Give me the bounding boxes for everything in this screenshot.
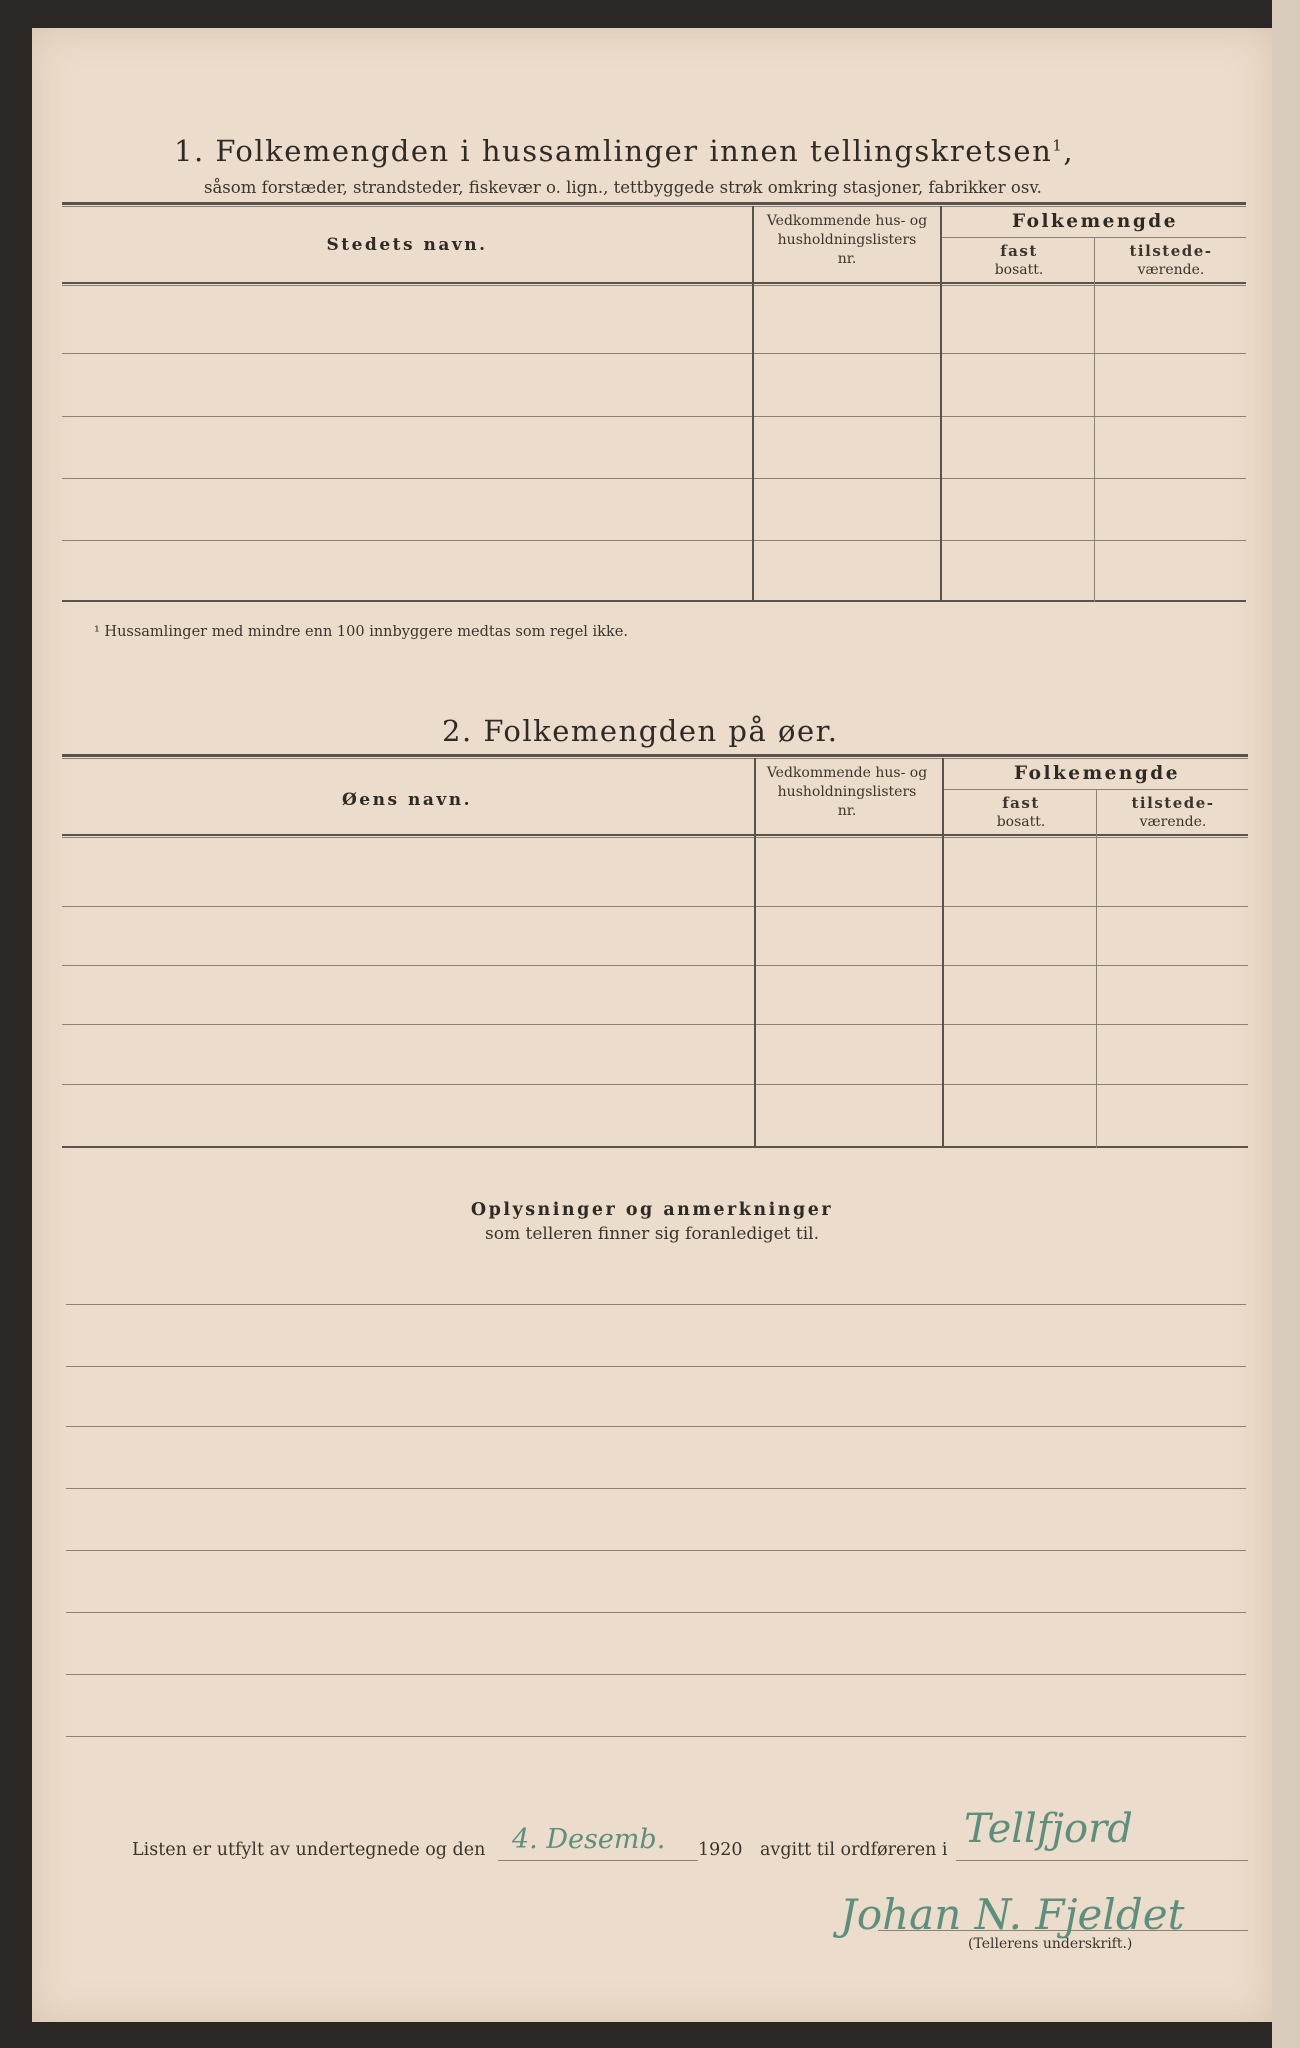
signature-year: 1920 (698, 1840, 743, 1860)
table2-col-lists (754, 764, 940, 821)
table2-col-lists-line1: Vedkommende hus- og (766, 765, 928, 781)
table1-row-line (62, 353, 1246, 354)
table2-bottom-rule (62, 1146, 1248, 1148)
table2-col-name: Øens navn. (341, 790, 472, 810)
remarks-line (66, 1674, 1246, 1675)
census-form-page (32, 28, 1272, 2022)
table2-row-line (62, 1024, 1248, 1025)
table1-col-fast-line1: fast (1000, 242, 1038, 260)
table1-col-divider (1094, 238, 1095, 602)
section1-subtitle: såsom forstæder, strandsteder, fiskevær o. lign., tettbyggede strøk omkring stasjoner, fabrikker osv. (204, 178, 1042, 197)
remarks-subtitle: som telleren finner sig foranlediget til. (485, 1224, 819, 1244)
table2-col-tilstede-line1: tilstede- (1131, 794, 1215, 812)
section1-title-text: 1. Folkemengden i hussamlinger innen tellingskretsen (174, 134, 1053, 168)
table1-bottom-rule (62, 600, 1246, 602)
remarks-line (66, 1366, 1246, 1367)
table1-col-name: Stedets navn. (326, 235, 488, 255)
table1-col-divider (940, 206, 942, 602)
table2-col-divider (1096, 790, 1097, 1148)
table2-col-population: Folkemengde (1013, 763, 1180, 784)
remarks-line (66, 1736, 1246, 1737)
table2-header-rule-thin (62, 837, 1248, 838)
table2-header-rule (62, 834, 1248, 836)
table1-header-rule (62, 282, 1246, 284)
remarks-line (66, 1304, 1246, 1305)
table1-col-tilstede (1096, 242, 1246, 279)
remarks-title: Oplysninger og anmerkninger (470, 1200, 834, 1220)
table1-col-fast (944, 242, 1094, 279)
signature-text-1: Listen er utfylt av undertegnede og den (132, 1840, 486, 1860)
table2-top-rule (62, 754, 1248, 757)
date-fill-line (498, 1860, 698, 1861)
table1-col-tilstede-line1: tilstede- (1129, 242, 1213, 260)
table1-col-tilstede-line2: værende. (1137, 262, 1205, 278)
table1-row-line (62, 416, 1246, 417)
table2-col-divider (754, 758, 756, 1148)
table1-top-rule-thin (62, 206, 1246, 207)
section1-title (174, 134, 1074, 168)
place-handwritten: Tellfjord (964, 1806, 1133, 1852)
remarks-line (66, 1612, 1246, 1613)
table1-col-lists (754, 212, 940, 269)
section2-title: 2. Folkemengden på øer. (442, 714, 839, 748)
section1-title-tail: , (1063, 134, 1075, 168)
table1-col-fast-line2: bosatt. (994, 262, 1044, 278)
table1-col-population: Folkemengde (1011, 211, 1178, 232)
table2-col-tilstede (1098, 794, 1248, 831)
scan-edge (1272, 0, 1300, 2048)
table2-col-fast-line1: fast (1002, 794, 1040, 812)
table1-top-rule (62, 202, 1246, 205)
place-fill-line (956, 1860, 1248, 1861)
table2-top-rule-thin (62, 758, 1248, 759)
table2-col-tilstede-line2: værende. (1139, 814, 1207, 830)
table1-col-divider (752, 206, 754, 602)
section1-title-footnote-mark: 1 (1052, 136, 1064, 155)
table1-col-lists-line3: nr. (837, 251, 857, 267)
date-handwritten: 4. Desemb. (512, 1824, 666, 1855)
table2-col-fast (946, 794, 1096, 831)
signer-handwritten: Johan N. Fjeldet (840, 1890, 1185, 1939)
table1-row-line (62, 478, 1246, 479)
table1-col-lists-line1: Vedkommende hus- og (766, 213, 928, 229)
table1-header-rule-thin (62, 285, 1246, 286)
signature-text-2: avgitt til ordføreren i (760, 1840, 948, 1860)
table2-col-fast-line2: bosatt. (996, 814, 1046, 830)
table1-col-lists-line2: husholdningslisters (777, 232, 917, 248)
table2-col-divider (942, 758, 944, 1148)
table2-col-lists-line2: husholdningslisters (777, 784, 917, 800)
remarks-line (66, 1488, 1246, 1489)
signature-caption: (Tellerens underskrift.) (968, 1936, 1133, 1952)
table1-row-line (62, 540, 1246, 541)
table2-row-line (62, 965, 1248, 966)
section1-footnote: ¹ Hussamlinger med mindre enn 100 innbyggere medtas som regel ikke. (94, 624, 628, 640)
table2-col-lists-line3: nr. (837, 803, 857, 819)
table2-row-line (62, 906, 1248, 907)
table2-row-line (62, 1084, 1248, 1085)
remarks-line (66, 1426, 1246, 1427)
remarks-line (66, 1550, 1246, 1551)
